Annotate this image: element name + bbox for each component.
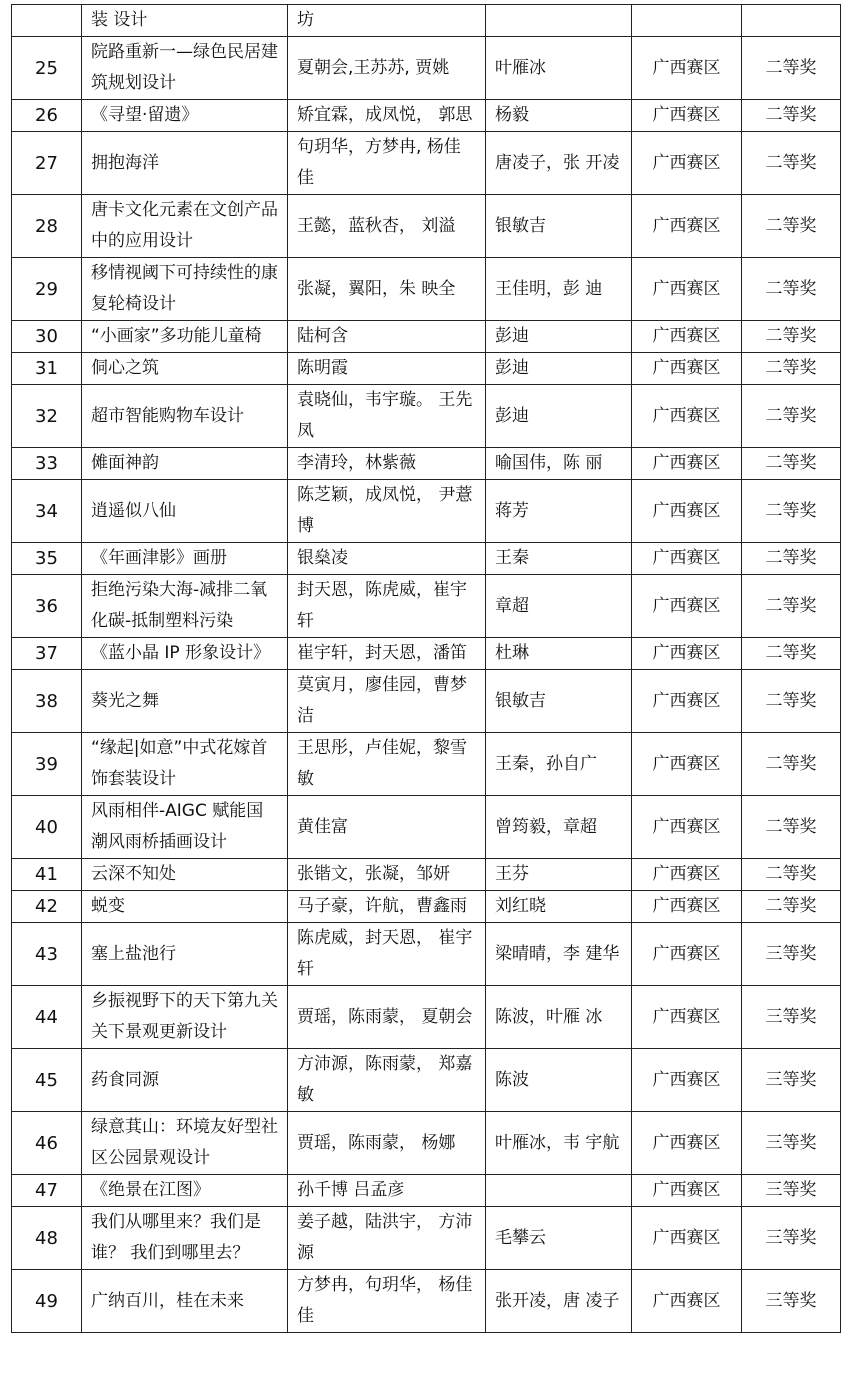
table-row	[12, 923, 841, 986]
cell-award: 三等奖	[742, 1175, 841, 1207]
table-row	[12, 670, 841, 733]
cell-authors: 银燊凌	[288, 543, 486, 575]
cell-number: 38	[12, 670, 82, 733]
cell-authors: 王思彤，卢佳妮，黎雪敏	[288, 733, 486, 796]
cell-award: 三等奖	[742, 1270, 841, 1333]
cell-number: 39	[12, 733, 82, 796]
cell-number: 41	[12, 859, 82, 891]
cell-title: “小画家”多功能儿童椅	[82, 321, 288, 353]
table-row	[12, 1175, 841, 1207]
cell-award: 二等奖	[742, 638, 841, 670]
cell-award: 二等奖	[742, 480, 841, 543]
cell-award: 二等奖	[742, 670, 841, 733]
cell-advisor: 蒋芳	[486, 480, 632, 543]
cell-award: 二等奖	[742, 195, 841, 258]
cell-award: 二等奖	[742, 385, 841, 448]
table-row	[12, 385, 841, 448]
cell-title: 超市智能购物车设计	[82, 385, 288, 448]
cell-number: 25	[12, 37, 82, 100]
cell-region: 广西赛区	[632, 448, 742, 480]
cell-region: 广西赛区	[632, 1175, 742, 1207]
cell-number: 43	[12, 923, 82, 986]
cell-authors: 张锴文，张凝，邹妍	[288, 859, 486, 891]
cell-title: 拥抱海洋	[82, 132, 288, 195]
table-row	[12, 638, 841, 670]
cell-number: 27	[12, 132, 82, 195]
cell-region: 广西赛区	[632, 670, 742, 733]
table-row	[12, 5, 841, 37]
cell-authors: 矫宜霖，成凤悦， 郭思	[288, 100, 486, 132]
cell-authors: 黄佳富	[288, 796, 486, 859]
cell-authors: 陆柯含	[288, 321, 486, 353]
cell-region: 广西赛区	[632, 480, 742, 543]
cell-number	[12, 5, 82, 37]
cell-award: 三等奖	[742, 986, 841, 1049]
cell-advisor: 张开凌，唐 凌子	[486, 1270, 632, 1333]
cell-title: 拒绝污染大海-减排二氧化碳-抵制塑料污染	[82, 575, 288, 638]
cell-authors: 夏朝会,王苏苏, 贾姚	[288, 37, 486, 100]
cell-authors: 句玥华，方梦冉, 杨佳佳	[288, 132, 486, 195]
table-row	[12, 37, 841, 100]
cell-advisor	[486, 5, 632, 37]
cell-number: 44	[12, 986, 82, 1049]
cell-authors: 贾瑶，陈雨蒙， 夏朝会	[288, 986, 486, 1049]
cell-title: 我们从哪里来？我们是谁？ 我们到哪里去？	[82, 1207, 288, 1270]
cell-advisor: 叶雁冰	[486, 37, 632, 100]
cell-advisor: 杨毅	[486, 100, 632, 132]
cell-title: 《绝景在江图》	[82, 1175, 288, 1207]
cell-award: 二等奖	[742, 258, 841, 321]
cell-advisor: 喻国伟，陈 丽	[486, 448, 632, 480]
cell-title: 《年画津影》画册	[82, 543, 288, 575]
cell-number: 40	[12, 796, 82, 859]
cell-award: 二等奖	[742, 575, 841, 638]
cell-authors: 李清玲，林紫薇	[288, 448, 486, 480]
cell-authors: 陈芝颖，成凤悦， 尹薏博	[288, 480, 486, 543]
cell-region: 广西赛区	[632, 195, 742, 258]
cell-number: 45	[12, 1049, 82, 1112]
cell-region: 广西赛区	[632, 638, 742, 670]
cell-title: 药食同源	[82, 1049, 288, 1112]
cell-region: 广西赛区	[632, 891, 742, 923]
cell-number: 33	[12, 448, 82, 480]
cell-authors: 贾瑶，陈雨蒙， 杨娜	[288, 1112, 486, 1175]
cell-number: 46	[12, 1112, 82, 1175]
cell-authors: 崔宇轩，封天恩，潘笛	[288, 638, 486, 670]
cell-region: 广西赛区	[632, 923, 742, 986]
cell-title: 唐卡文化元素在文创产品 中的应用设计	[82, 195, 288, 258]
cell-advisor: 梁晴晴，李 建华	[486, 923, 632, 986]
cell-authors: 孙千博 吕孟彦	[288, 1175, 486, 1207]
cell-advisor: 王佳明，彭 迪	[486, 258, 632, 321]
cell-title: 侗心之筑	[82, 353, 288, 385]
table-row	[12, 132, 841, 195]
cell-title: 《寻望·留遗》	[82, 100, 288, 132]
cell-authors: 袁晓仙，韦宇璇。 王先凤	[288, 385, 486, 448]
cell-advisor: 彭迪	[486, 385, 632, 448]
cell-title: 《蓝小晶 IP 形象设计》	[82, 638, 288, 670]
cell-number: 32	[12, 385, 82, 448]
cell-region: 广西赛区	[632, 1270, 742, 1333]
table-row	[12, 1112, 841, 1175]
cell-region: 广西赛区	[632, 859, 742, 891]
cell-award	[742, 5, 841, 37]
cell-region	[632, 5, 742, 37]
cell-advisor: 唐凌子，张 开凌	[486, 132, 632, 195]
cell-authors: 坊	[288, 5, 486, 37]
cell-region: 广西赛区	[632, 385, 742, 448]
cell-title: 逍遥似八仙	[82, 480, 288, 543]
cell-title: 傩面神韵	[82, 448, 288, 480]
cell-authors: 姜子越，陆洪宇， 方沛源	[288, 1207, 486, 1270]
cell-advisor: 叶雁冰，韦 宇航	[486, 1112, 632, 1175]
table-row	[12, 891, 841, 923]
cell-region: 广西赛区	[632, 100, 742, 132]
cell-number: 35	[12, 543, 82, 575]
cell-advisor: 曾筠毅，章超	[486, 796, 632, 859]
cell-advisor: 王秦，孙自广	[486, 733, 632, 796]
table-row	[12, 733, 841, 796]
table-row	[12, 195, 841, 258]
cell-title: 葵光之舞	[82, 670, 288, 733]
cell-number: 29	[12, 258, 82, 321]
cell-advisor: 银敏吉	[486, 195, 632, 258]
cell-number: 49	[12, 1270, 82, 1333]
cell-award: 二等奖	[742, 859, 841, 891]
awards-table-body	[12, 5, 841, 1333]
cell-region: 广西赛区	[632, 986, 742, 1049]
cell-region: 广西赛区	[632, 1049, 742, 1112]
cell-award: 二等奖	[742, 100, 841, 132]
cell-advisor: 毛攀云	[486, 1207, 632, 1270]
cell-award: 三等奖	[742, 1207, 841, 1270]
cell-award: 二等奖	[742, 321, 841, 353]
awards-table	[11, 4, 841, 1333]
cell-title: 蜕变	[82, 891, 288, 923]
cell-title: “缘起|如意”中式花嫁首饰套装设计	[82, 733, 288, 796]
cell-award: 二等奖	[742, 796, 841, 859]
cell-region: 广西赛区	[632, 258, 742, 321]
cell-title: 装 设计	[82, 5, 288, 37]
cell-number: 48	[12, 1207, 82, 1270]
cell-number: 31	[12, 353, 82, 385]
cell-advisor: 王芬	[486, 859, 632, 891]
table-row	[12, 1207, 841, 1270]
table-row	[12, 448, 841, 480]
cell-title: 移情视阈下可持续性的康 复轮椅设计	[82, 258, 288, 321]
table-row	[12, 1270, 841, 1333]
cell-number: 28	[12, 195, 82, 258]
cell-title: 院路重新一—绿色民居建 筑规划设计	[82, 37, 288, 100]
cell-award: 三等奖	[742, 1049, 841, 1112]
cell-advisor: 陈波，叶雁 冰	[486, 986, 632, 1049]
cell-region: 广西赛区	[632, 321, 742, 353]
cell-advisor: 王秦	[486, 543, 632, 575]
cell-award: 二等奖	[742, 448, 841, 480]
table-row	[12, 321, 841, 353]
cell-award: 三等奖	[742, 923, 841, 986]
cell-authors: 王懿，蓝秋杏， 刘溢	[288, 195, 486, 258]
cell-advisor: 彭迪	[486, 321, 632, 353]
cell-region: 广西赛区	[632, 353, 742, 385]
cell-authors: 莫寅月，廖佳园，曹梦洁	[288, 670, 486, 733]
cell-title: 绿意萁山：环境友好型社 区公园景观设计	[82, 1112, 288, 1175]
cell-award: 二等奖	[742, 353, 841, 385]
cell-region: 广西赛区	[632, 796, 742, 859]
cell-region: 广西赛区	[632, 543, 742, 575]
cell-advisor: 章超	[486, 575, 632, 638]
cell-number: 34	[12, 480, 82, 543]
cell-authors: 方梦冉，句玥华， 杨佳佳	[288, 1270, 486, 1333]
cell-advisor: 彭迪	[486, 353, 632, 385]
cell-advisor: 陈波	[486, 1049, 632, 1112]
table-row	[12, 1049, 841, 1112]
cell-region: 广西赛区	[632, 37, 742, 100]
cell-region: 广西赛区	[632, 1112, 742, 1175]
table-row	[12, 100, 841, 132]
cell-award: 二等奖	[742, 132, 841, 195]
table-row	[12, 480, 841, 543]
cell-number: 36	[12, 575, 82, 638]
cell-region: 广西赛区	[632, 1207, 742, 1270]
table-row	[12, 986, 841, 1049]
table-row	[12, 258, 841, 321]
cell-number: 26	[12, 100, 82, 132]
cell-award: 二等奖	[742, 37, 841, 100]
table-row	[12, 543, 841, 575]
cell-region: 广西赛区	[632, 575, 742, 638]
cell-region: 广西赛区	[632, 733, 742, 796]
cell-advisor: 刘红晓	[486, 891, 632, 923]
cell-authors: 马子豪，许航，曹鑫雨	[288, 891, 486, 923]
cell-authors: 陈虎威，封天恩， 崔宇轩	[288, 923, 486, 986]
cell-authors: 张凝，翼阳，朱 映全	[288, 258, 486, 321]
cell-title: 云深不知处	[82, 859, 288, 891]
cell-authors: 封天恩，陈虎威，崔宇轩	[288, 575, 486, 638]
cell-title: 塞上盐池行	[82, 923, 288, 986]
cell-award: 二等奖	[742, 891, 841, 923]
cell-title: 广纳百川，桂在未来	[82, 1270, 288, 1333]
cell-award: 二等奖	[742, 733, 841, 796]
cell-number: 47	[12, 1175, 82, 1207]
table-row	[12, 796, 841, 859]
cell-award: 二等奖	[742, 543, 841, 575]
cell-region: 广西赛区	[632, 132, 742, 195]
cell-title: 风雨相伴-AIGC 赋能国潮风雨桥插画设计	[82, 796, 288, 859]
table-row	[12, 353, 841, 385]
cell-number: 42	[12, 891, 82, 923]
table-row	[12, 575, 841, 638]
cell-authors: 陈明霞	[288, 353, 486, 385]
cell-advisor: 银敏吉	[486, 670, 632, 733]
cell-number: 37	[12, 638, 82, 670]
cell-number: 30	[12, 321, 82, 353]
cell-title: 乡振视野下的天下第九关 关下景观更新设计	[82, 986, 288, 1049]
cell-authors: 方沛源，陈雨蒙， 郑嘉敏	[288, 1049, 486, 1112]
table-row	[12, 859, 841, 891]
cell-award: 三等奖	[742, 1112, 841, 1175]
cell-advisor: 杜琳	[486, 638, 632, 670]
cell-advisor	[486, 1175, 632, 1207]
